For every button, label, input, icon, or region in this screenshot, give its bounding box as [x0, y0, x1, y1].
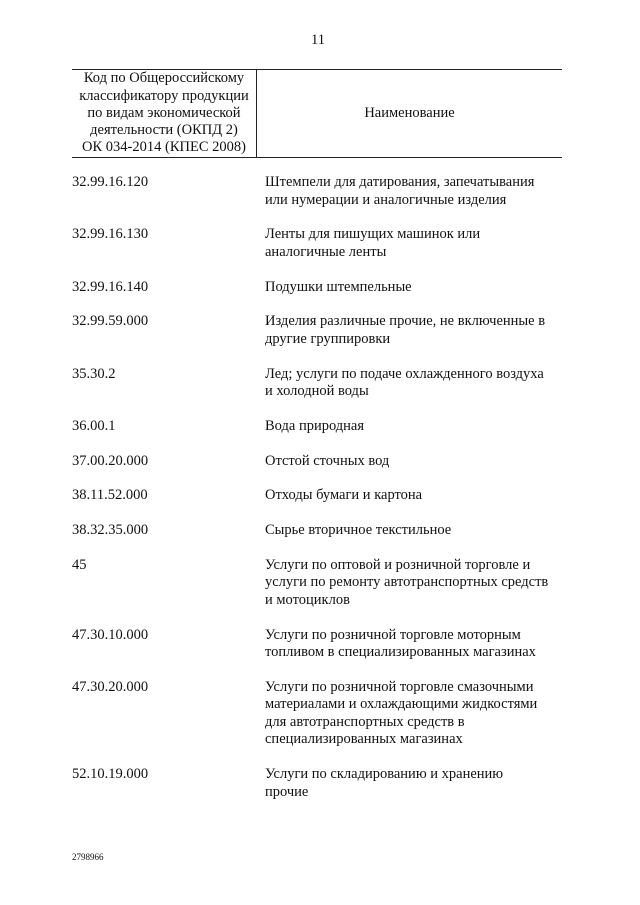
okpd-code: 32.99.16.130 — [72, 226, 149, 243]
product-name-line: Лед; услуги по подаче охлажденного воздуха — [265, 365, 544, 382]
header-code-line: Код по Общероссийскому — [83, 70, 245, 87]
product-name-line: Отстой сточных вод — [265, 452, 390, 469]
table-row — [72, 418, 562, 436]
product-name — [265, 522, 562, 540]
product-name-line: и мотоциклов — [265, 591, 350, 608]
okpd-code: 36.00.1 — [72, 417, 116, 434]
header-name-label: Наименование — [364, 105, 455, 121]
okpd-code: 47.30.10.000 — [72, 626, 149, 643]
okpd-code: 38.32.35.000 — [72, 522, 149, 538]
product-name — [265, 366, 562, 401]
table-row — [72, 174, 562, 209]
table-row — [72, 679, 562, 749]
header-code-line: деятельности (ОКПД 2) — [90, 122, 238, 139]
product-name-line: для автотранспортных средств в — [265, 713, 465, 730]
document-code: 2798966 — [72, 852, 104, 862]
product-name-line: Сырье вторичное текстильное — [265, 522, 452, 538]
product-name-line: Ленты для пишущих машинок или — [265, 226, 481, 243]
okpd-code: 32.99.16.140 — [72, 278, 149, 295]
table-row — [72, 557, 562, 610]
table-body — [72, 174, 562, 818]
okpd-code: 37.00.20.000 — [72, 452, 149, 469]
product-name-line: материалами и охлаждающими жидкостями — [265, 696, 538, 713]
product-name — [265, 679, 562, 749]
product-name-line: и холодной воды — [265, 383, 369, 399]
product-name-line: аналогичные ленты — [265, 243, 387, 260]
table-row — [72, 766, 562, 801]
product-name-line: Отходы бумаги и картона — [265, 487, 423, 504]
table-row — [72, 313, 562, 348]
product-name-line: Услуги по оптовой и розничной торговле и — [265, 556, 531, 573]
product-name-line: другие группировки — [265, 330, 391, 347]
okpd-code: 52.10.19.000 — [72, 766, 149, 782]
table-row — [72, 627, 562, 662]
product-name — [265, 453, 562, 471]
okpd-code: 32.99.16.120 — [72, 174, 149, 190]
product-name — [265, 313, 562, 348]
product-name — [265, 174, 562, 209]
table-row — [72, 487, 562, 505]
product-name-line: топливом в специализированных магазинах — [265, 644, 536, 660]
product-name — [265, 627, 562, 662]
table-row — [72, 522, 562, 540]
product-name — [265, 487, 562, 505]
product-name — [265, 418, 562, 436]
table-row — [72, 226, 562, 261]
okpd-code: 32.99.59.000 — [72, 313, 149, 330]
okpd-code: 45 — [72, 556, 87, 573]
product-name — [265, 557, 562, 610]
table-row — [72, 279, 562, 297]
product-name-line: Подушки штемпельные — [265, 278, 412, 295]
product-name-line: прочие — [265, 783, 309, 800]
product-name-line: Услуги по складированию и хранению — [265, 766, 504, 782]
table-row — [72, 453, 562, 471]
product-name-line: Изделия различные прочие, не включенные в — [265, 313, 546, 330]
header-code-line: ОК 034-2014 (КПЕС 2008) — [82, 139, 246, 156]
product-name — [265, 279, 562, 297]
product-name-line: Вода природная — [265, 417, 365, 434]
header-code-line: по видам экономической — [87, 104, 241, 121]
product-name — [265, 766, 562, 801]
product-name-line: услуги по ремонту автотранспортных средств — [265, 574, 549, 591]
okpd-code: 38.11.52.000 — [72, 487, 148, 504]
header-code-line: классификатору продукции — [79, 87, 249, 104]
okpd-code: 35.30.2 — [72, 365, 116, 382]
page-number: 11 — [311, 32, 325, 48]
header-code-column — [72, 70, 257, 157]
table-row — [72, 366, 562, 401]
product-name-line: Услуги по розничной торговле моторным — [265, 626, 521, 643]
header-name-column — [257, 70, 562, 157]
product-name — [265, 226, 562, 261]
product-name-line: Услуги по розничной торговле смазочными — [265, 678, 534, 695]
product-name-line: Штемпели для датирования, запечатывания — [265, 174, 535, 190]
product-name-line: специализированных магазинах — [265, 731, 463, 748]
okpd-code: 47.30.20.000 — [72, 678, 149, 695]
table-header — [72, 69, 562, 158]
product-name-line: или нумерации и аналогичные изделия — [265, 191, 507, 208]
